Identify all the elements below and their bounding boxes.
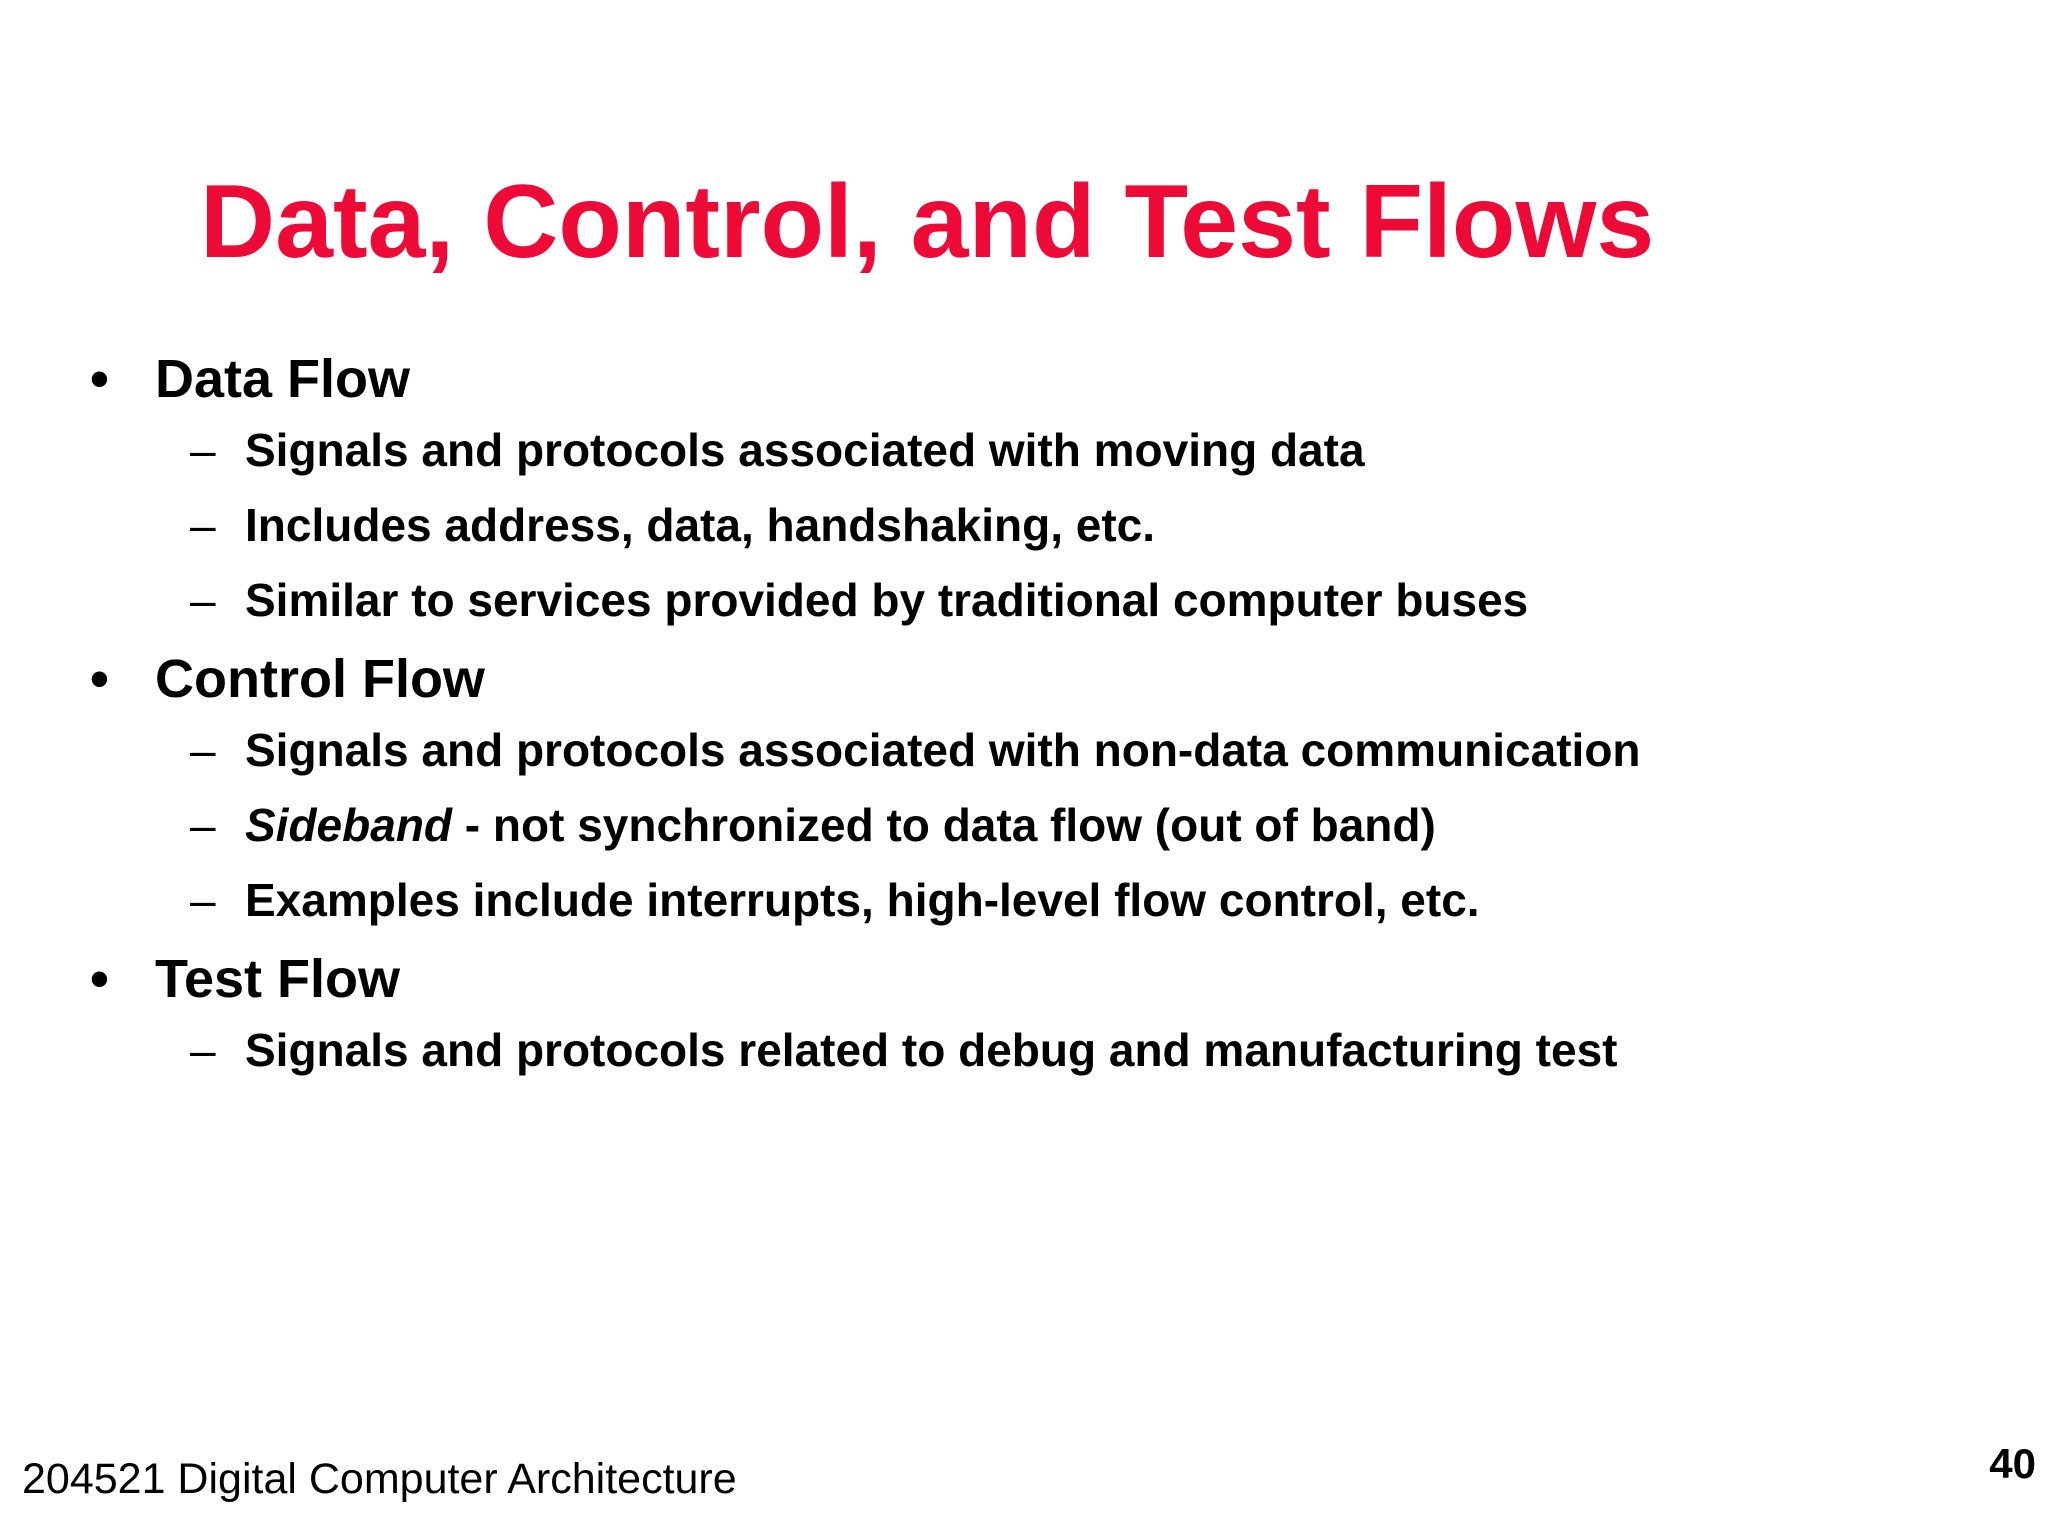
sub-bullet-text: Includes address, data, handshaking, etc. bbox=[245, 499, 1156, 551]
footer-course-title: 204521 Digital Computer Architecture bbox=[22, 1455, 737, 1503]
bullet-mark: • bbox=[90, 349, 109, 409]
bullet-list bbox=[0, 348, 2048, 1098]
dash-mark: – bbox=[190, 799, 216, 851]
sub-bullet-text bbox=[245, 798, 1436, 852]
dash-mark: – bbox=[190, 499, 216, 551]
page-number: 40 bbox=[1989, 1440, 2036, 1487]
bullet-mark: • bbox=[90, 649, 109, 709]
sub-bullet bbox=[0, 573, 2048, 648]
dash-mark: – bbox=[190, 574, 216, 626]
sub-bullet-text: Signals and protocols associated with moving data bbox=[245, 424, 1365, 476]
bullet-test-flow bbox=[0, 948, 2048, 1023]
dash-mark: – bbox=[190, 724, 216, 776]
sideband-term: Sideband bbox=[245, 799, 453, 851]
sideband-description: - not synchronized to data flow (out of band) bbox=[452, 799, 1436, 851]
bullet-data-flow bbox=[0, 348, 2048, 423]
sub-bullet bbox=[0, 498, 2048, 573]
sub-bullet bbox=[0, 723, 2048, 798]
bullet-heading: Control Flow bbox=[155, 649, 485, 709]
sub-bullet-text: Examples include interrupts, high-level flow control, etc. bbox=[245, 874, 1480, 926]
sub-bullet-text: Signals and protocols related to debug and manufacturing test bbox=[245, 1024, 1618, 1076]
bullet-mark: • bbox=[90, 949, 109, 1009]
dash-mark: – bbox=[190, 1024, 216, 1076]
bullet-heading: Test Flow bbox=[155, 949, 401, 1009]
bullet-heading: Data Flow bbox=[155, 349, 411, 409]
sub-bullet-text: Similar to services provided by traditional computer buses bbox=[245, 574, 1529, 626]
sub-bullet bbox=[0, 873, 2048, 948]
dash-mark: – bbox=[190, 424, 216, 476]
sub-bullet bbox=[0, 1023, 2048, 1098]
sub-bullet-text: Signals and protocols associated with non-data communication bbox=[245, 724, 1641, 776]
slide-title: Data, Control, and Test Flows bbox=[200, 164, 1655, 280]
bullet-control-flow bbox=[0, 648, 2048, 723]
dash-mark: – bbox=[190, 874, 216, 926]
sub-bullet bbox=[0, 798, 2048, 873]
sub-bullet bbox=[0, 423, 2048, 498]
